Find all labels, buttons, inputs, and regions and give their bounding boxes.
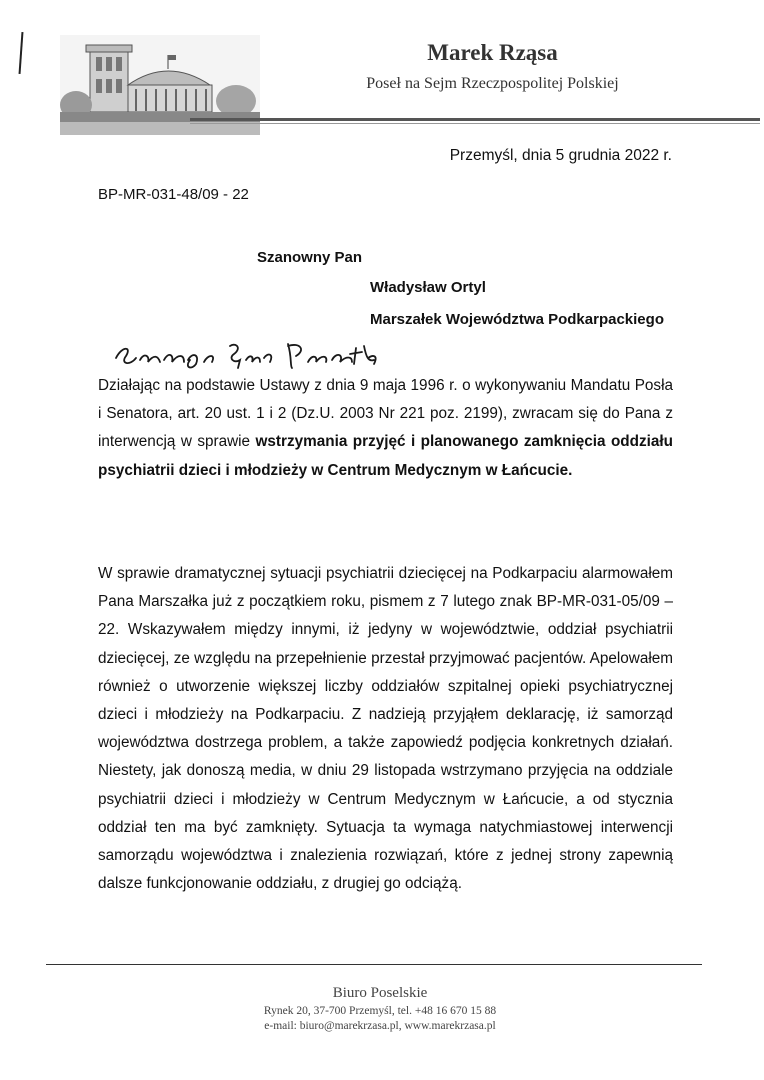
footer-address: Rynek 20, 37-700 Przemyśl, tel. +48 16 670 15 88 [263,1005,497,1017]
recipient-name: Władysław Ortyl [370,279,486,296]
margin-pen-mark [19,32,24,74]
footer-contact: e-mail: biuro@marekrzasa.pl, www.marekrzasa.pl [264,1020,496,1032]
letter-date: Przemyśl, dnia 5 grudnia 2022 r. [449,147,672,164]
paragraph-intro-text: Działając na podstawie Ustawy z dnia 9 maja 1996 r. o wykonywaniu Mandatu Posła i Senatora, art. 20 ust. 1 i 2 (Dz.U. 2003 Nr 221 poz. 2199), zwracam się do Pana z interwencją w sprawie [98,377,673,451]
header-divider [190,118,760,121]
paragraph-situation: W sprawie dramatycznej sytuacji psychiatrii dziecięcej na Podkarpaciu alarmowałem Pana Marszałka już z początkiem roku, pismem z 7 lutego znak BP-MR-031-05/09 – 22. Wskazywałem między innymi, iż jedyny w województwie, oddział psychiatrii dziecięcej, ze względu na przepełnienie przestał przyjmować pacjentów. Apelowałem również o utworzenie większej liczby oddziałów szpitalnej opieki psychiatrycznej dzieci i młodzieży na Podkarpaciu. Z nadzieją przyjąłem deklarację, iż samorząd województwa dostrzega problem, a także zapowiedź podjęcia konkretnych działań. Niestety, jak donoszą media, w dniu 29 listopada wstrzymano przyjęcia na oddziale psychiatrii dzieci i młodzieży w Centrum Medycznym w Łańcucie, a od stycznia oddział ten ma być zamknięty. Sytuacja ta wymaga natychmiastowej interwencji samorządu województwa i znalezienia rozwiązań, które z jednej strony zapewnią dalsze funkcjonowanie oddziału, z drugiej go odciążą. [98,565,673,893]
reference-number: BP-MR-031-48/09 - 22 [98,186,249,203]
mp-name-heading: Marek Rząsa [427,40,558,65]
recipient-salutation: Szanowny Pan [257,249,363,266]
header-divider-thin [190,123,760,124]
footer-office-title: Biuro Poselskie [332,985,428,1001]
footer-divider [46,964,702,965]
handwritten-salutation [112,338,382,372]
paragraph-intervention [98,372,673,485]
paragraph-emphasis-text: wstrzymania przyjęć i planowanego zamknięcia oddziału psychiatrii dzieci i młodzieży w Centrum Medycznym w Łańcucie. [98,433,673,479]
recipient-position: Marszałek Województwa Podkarpackiego [370,311,664,328]
mp-title-subheading: Poseł na Sejm Rzeczpospolitej Polskiej [366,75,619,92]
